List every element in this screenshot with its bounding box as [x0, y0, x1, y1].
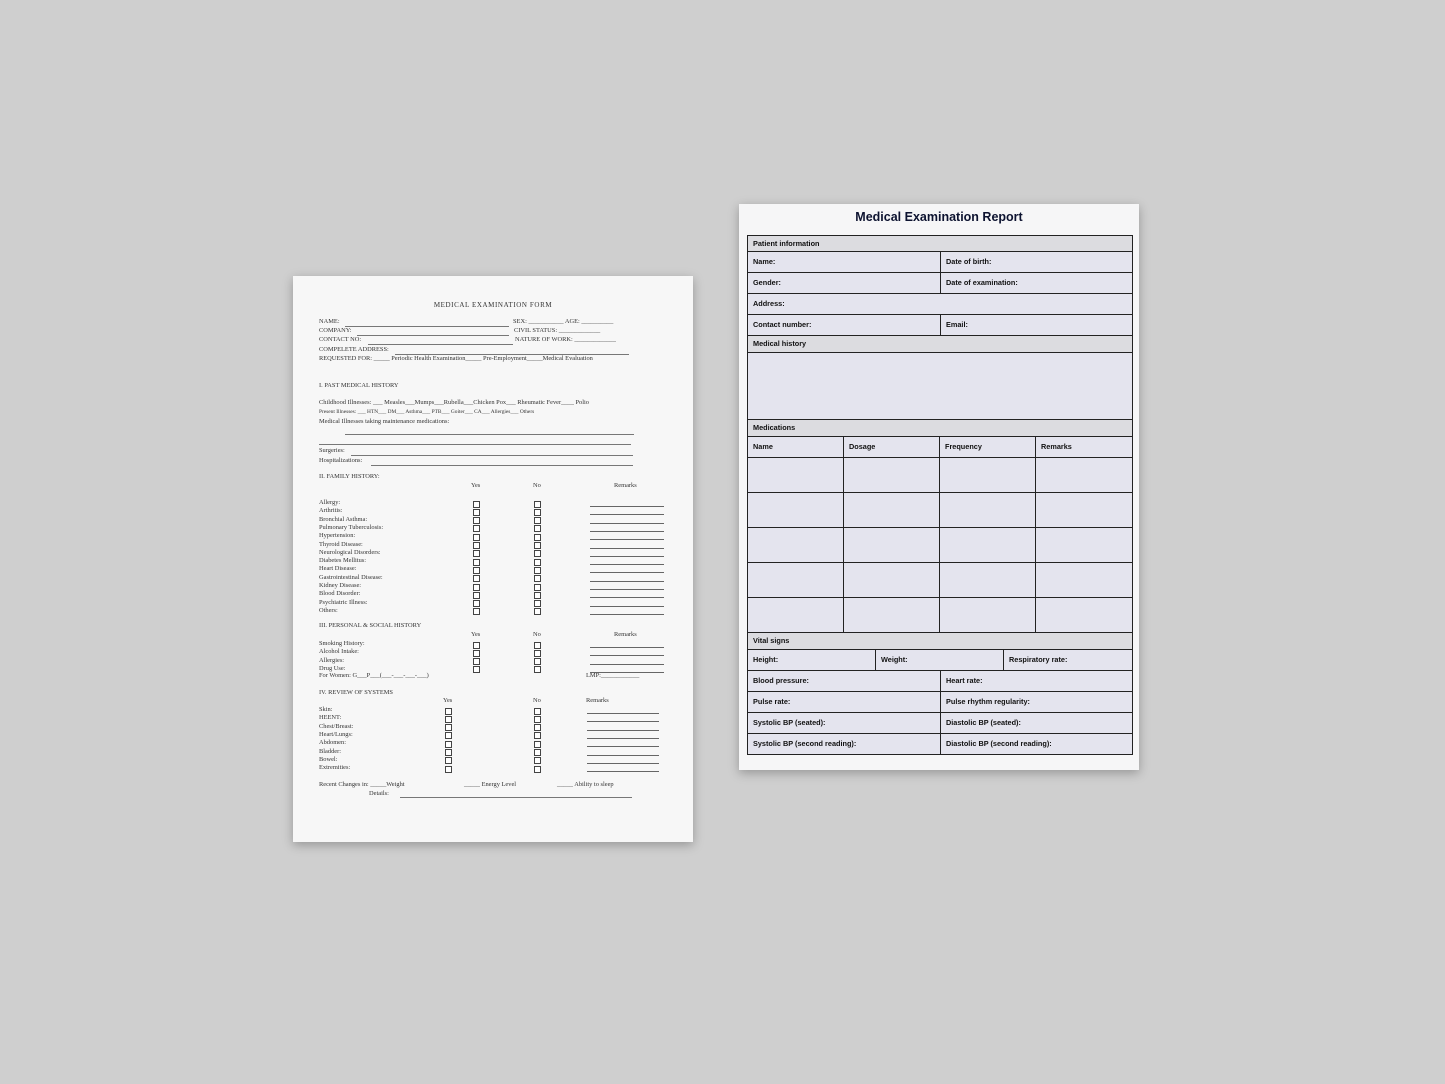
remarks-line[interactable]: [590, 531, 664, 532]
no-checkbox[interactable]: [534, 732, 541, 739]
checklist-item-label: HEENT:: [319, 714, 342, 722]
no-checkbox[interactable]: [534, 666, 541, 673]
checklist-item-label: Allergy:: [319, 499, 341, 506]
no-checkbox[interactable]: [534, 708, 541, 715]
med-name-cell[interactable]: [748, 458, 844, 492]
social-remarks-header: Remarks: [614, 631, 637, 638]
checklist-item-label: Psychiatric Illness:: [319, 598, 368, 606]
remarks-line[interactable]: [587, 746, 659, 747]
recent-changes-weight: Recent Changes in: _____Weight: [319, 781, 405, 788]
remarks-line[interactable]: [590, 564, 664, 565]
name-dob-row: [748, 252, 1133, 273]
med-dosage-cell[interactable]: [844, 563, 940, 597]
family-remarks-header: Remarks: [614, 482, 637, 489]
systolic-second-field[interactable]: Systolic BP (second reading):: [748, 734, 941, 754]
medications-header-row: [748, 420, 1133, 437]
checklist-item-label: Pulmonary Tuberculosis:: [319, 523, 384, 531]
checklist-item-label: Drug Use:: [319, 664, 346, 672]
address-field[interactable]: Address:: [748, 294, 1133, 314]
yes-checkbox[interactable]: [473, 592, 480, 599]
no-checkbox[interactable]: [534, 716, 541, 723]
no-checkbox[interactable]: [534, 534, 541, 541]
yes-checkbox[interactable]: [445, 732, 452, 739]
medication-row: [748, 458, 1133, 493]
no-checkbox[interactable]: [534, 650, 541, 657]
contact-number-field[interactable]: Contact number:: [748, 315, 941, 335]
yes-checkbox[interactable]: [473, 642, 480, 649]
name-label: NAME:: [319, 318, 340, 325]
no-checkbox[interactable]: [534, 542, 541, 549]
yes-checkbox[interactable]: [473, 542, 480, 549]
pulse-rate-field[interactable]: Pulse rate:: [748, 692, 941, 712]
med-remarks-cell[interactable]: [1036, 458, 1133, 492]
no-checkbox[interactable]: [534, 501, 541, 508]
remarks-line[interactable]: [590, 556, 664, 557]
remarks-line[interactable]: [590, 539, 664, 540]
dob-field[interactable]: Date of birth:: [941, 252, 1133, 272]
checklist-item-label: Gastrointestinal Disease:: [319, 573, 383, 581]
respiratory-rate-field[interactable]: Respiratory rate:: [1004, 650, 1133, 670]
section-family-history: II. FAMILY HISTORY:: [319, 473, 380, 480]
address-row: [748, 294, 1133, 315]
remarks-line[interactable]: [590, 514, 664, 515]
review-no-header: No: [533, 697, 541, 704]
social-no-header: No: [533, 631, 541, 638]
no-checkbox[interactable]: [534, 757, 541, 764]
med-name-cell[interactable]: [748, 493, 844, 527]
patient-info-header-row: [748, 236, 1133, 252]
no-checkbox[interactable]: [534, 642, 541, 649]
med-dosage-cell[interactable]: [844, 458, 940, 492]
hospitalizations-label: Hospitalizations:: [319, 457, 363, 464]
civil-status-field: CIVIL STATUS: _____________: [514, 327, 601, 334]
yes-checkbox[interactable]: [445, 741, 452, 748]
yes-checkbox[interactable]: [473, 550, 480, 557]
remarks-line[interactable]: [587, 721, 659, 722]
height-weight-row: [748, 650, 1133, 671]
no-checkbox[interactable]: [534, 584, 541, 591]
company-line: [357, 335, 509, 336]
remarks-line[interactable]: [590, 506, 664, 507]
height-field[interactable]: Height:: [748, 650, 876, 670]
med-frequency-cell[interactable]: [940, 528, 1036, 562]
report-grid: [747, 235, 1133, 755]
medical-history-field[interactable]: [748, 353, 1133, 419]
family-yes-header: Yes: [471, 482, 481, 489]
yes-checkbox[interactable]: [473, 534, 480, 541]
for-women-field: For Women: G___P___(___-___-___-___): [319, 672, 429, 679]
medication-row: [748, 528, 1133, 563]
remarks-line[interactable]: [590, 523, 664, 524]
recent-changes-sleep: _____ Ability to sleep: [557, 781, 614, 788]
med-col-frequency: Frequency: [940, 437, 1036, 457]
social-yes-header: Yes: [471, 631, 481, 638]
section-past-medical-history: I. PAST MEDICAL HISTORY: [319, 382, 399, 389]
section-review-of-systems: IV. REVIEW OF SYSTEMS: [319, 689, 393, 696]
maintenance-line-2: [319, 444, 631, 445]
weight-field[interactable]: Weight:: [876, 650, 1004, 670]
remarks-line[interactable]: [587, 713, 659, 714]
yes-checkbox[interactable]: [445, 724, 452, 731]
yes-checkbox[interactable]: [473, 666, 480, 673]
med-dosage-cell[interactable]: [844, 528, 940, 562]
med-col-remarks: Remarks: [1036, 437, 1133, 457]
med-frequency-cell[interactable]: [940, 493, 1036, 527]
med-name-cell[interactable]: [748, 528, 844, 562]
checklist-item-label: Bowel:: [319, 755, 338, 763]
remarks-line[interactable]: [590, 548, 664, 549]
medication-row: [748, 493, 1133, 528]
med-remarks-cell[interactable]: [1036, 528, 1133, 562]
exam-date-field[interactable]: Date of examination:: [941, 273, 1133, 293]
med-frequency-cell[interactable]: [940, 458, 1036, 492]
med-frequency-cell[interactable]: [940, 563, 1036, 597]
remarks-line[interactable]: [590, 581, 664, 582]
med-remarks-cell[interactable]: [1036, 563, 1133, 597]
yes-checkbox[interactable]: [473, 559, 480, 566]
checklist-item-label: Skin:: [319, 706, 333, 713]
report-title: Medical Examination Report: [855, 210, 1023, 224]
yes-checkbox[interactable]: [445, 708, 452, 715]
review-yes-header: Yes: [443, 697, 453, 704]
heart-rate-field[interactable]: Heart rate:: [941, 671, 1133, 691]
remarks-line[interactable]: [590, 614, 664, 615]
no-checkbox[interactable]: [534, 567, 541, 574]
contact-line: [368, 344, 513, 345]
no-checkbox[interactable]: [534, 559, 541, 566]
yes-checkbox[interactable]: [445, 749, 452, 756]
section-personal-social-history: III. PERSONAL & SOCIAL HISTORY: [319, 622, 422, 629]
address-label: COMPELETE ADDRESS:: [319, 346, 389, 353]
medical-examination-form-sheet: [293, 276, 693, 842]
checklist-item-label: Heart Disease:: [319, 565, 357, 573]
checklist-item-label: Abdomen:: [319, 739, 346, 747]
med-name-cell[interactable]: [748, 598, 844, 632]
checklist-item-label: Chest/Breast:: [319, 722, 354, 730]
medical-examination-report-sheet: [739, 204, 1139, 770]
remarks-line[interactable]: [590, 664, 664, 665]
no-checkbox[interactable]: [534, 749, 541, 756]
company-label: COMPANY:: [319, 327, 352, 334]
contact-label: CONTACT NO:: [319, 336, 362, 343]
yes-checkbox[interactable]: [473, 658, 480, 665]
no-checkbox[interactable]: [534, 600, 541, 607]
checklist-item-label: Arthritis:: [319, 507, 343, 515]
yes-checkbox[interactable]: [473, 501, 480, 508]
family-no-header: No: [533, 482, 541, 489]
med-col-name: Name: [748, 437, 844, 457]
bp-heart-row: [748, 671, 1133, 692]
childhood-illnesses: Childhood Illnesses: ___ Measles___Mumps___Rubella___Chicken Pox___ Rheumatic Fever____ Polio: [319, 399, 589, 406]
yes-checkbox[interactable]: [445, 716, 452, 723]
remarks-line[interactable]: [590, 606, 664, 607]
remarks-line[interactable]: [587, 738, 659, 739]
email-field[interactable]: Email:: [941, 315, 1133, 335]
no-checkbox[interactable]: [534, 550, 541, 557]
gender-field[interactable]: Gender:: [748, 273, 941, 293]
checklist-item-label: Diabetes Mellitus:: [319, 557, 367, 565]
yes-checkbox[interactable]: [473, 575, 480, 582]
remarks-line[interactable]: [590, 597, 664, 598]
yes-checkbox[interactable]: [473, 509, 480, 516]
med-dosage-cell[interactable]: [844, 493, 940, 527]
recent-changes-energy: _____ Energy Level: [464, 781, 517, 788]
medical-history-row: [748, 353, 1133, 420]
no-checkbox[interactable]: [534, 766, 541, 773]
medication-row: [748, 563, 1133, 598]
blood-pressure-field[interactable]: Blood pressure:: [748, 671, 941, 691]
yes-checkbox[interactable]: [445, 757, 452, 764]
surgeries-line: [351, 455, 633, 456]
yes-checkbox[interactable]: [473, 600, 480, 607]
form-title: MEDICAL EXAMINATION FORM: [433, 301, 553, 309]
vital-signs-header: Vital signs: [748, 633, 1133, 649]
med-frequency-cell[interactable]: [940, 598, 1036, 632]
medication-row: [748, 598, 1133, 633]
no-checkbox[interactable]: [534, 509, 541, 516]
maintenance-medications: Medical Illnesses taking maintenance medications:: [319, 418, 450, 425]
no-checkbox[interactable]: [534, 575, 541, 582]
med-remarks-cell[interactable]: [1036, 493, 1133, 527]
checklist-item-label: Neurological Disorders:: [319, 548, 381, 556]
medical-history-header-row: [748, 336, 1133, 353]
yes-checkbox[interactable]: [473, 650, 480, 657]
medical-history-header: Medical history: [748, 336, 1133, 352]
checklist-item-label: Extremities:: [319, 764, 351, 772]
checklist-item-label: Thyroid Disease:: [319, 540, 363, 548]
medications-header: Medications: [748, 420, 1133, 436]
remarks-line[interactable]: [587, 755, 659, 756]
remarks-line[interactable]: [590, 572, 664, 573]
checklist-item-label: Bronchial Asthma:: [319, 515, 368, 523]
lmp-field: LMP:____________: [586, 672, 640, 679]
checklist-item-label: Heart/Lungs:: [319, 730, 353, 738]
nature-of-work-field: NATURE OF WORK: _____________: [515, 336, 616, 343]
remarks-line[interactable]: [590, 647, 664, 648]
remarks-line[interactable]: [587, 763, 659, 764]
review-remarks-header: Remarks: [586, 697, 609, 704]
contact-email-row: [748, 315, 1133, 336]
medications-columns-row: [748, 437, 1133, 458]
checklist-item-label: Others:: [319, 606, 338, 614]
vital-signs-header-row: [748, 633, 1133, 650]
no-checkbox[interactable]: [534, 592, 541, 599]
checklist-item-label: Blood Disorder:: [319, 590, 361, 598]
name-line: [345, 326, 509, 327]
hospitalizations-line: [371, 465, 633, 466]
remarks-line[interactable]: [587, 771, 659, 772]
yes-checkbox[interactable]: [473, 525, 480, 532]
pulse-regularity-field[interactable]: Pulse rhythm regularity:: [941, 692, 1133, 712]
yes-checkbox[interactable]: [445, 766, 452, 773]
no-checkbox[interactable]: [534, 608, 541, 615]
no-checkbox[interactable]: [534, 517, 541, 524]
details-label: Details:: [369, 790, 389, 797]
no-checkbox[interactable]: [534, 724, 541, 731]
requested-for: REQUESTED FOR: _____ Periodic Health Examination_____ Pre-Employment_____Medical Evaluation: [319, 355, 593, 362]
yes-checkbox[interactable]: [473, 517, 480, 524]
no-checkbox[interactable]: [534, 525, 541, 532]
bp-second-row: [748, 734, 1133, 755]
diastolic-second-field[interactable]: Diastolic BP (second reading):: [941, 734, 1133, 754]
patient-info-header: Patient information: [748, 236, 1133, 251]
pulse-row: [748, 692, 1133, 713]
name-field[interactable]: Name:: [748, 252, 941, 272]
remarks-line[interactable]: [587, 730, 659, 731]
yes-checkbox[interactable]: [473, 608, 480, 615]
sex-age-field: SEX: ___________ AGE: __________: [513, 318, 614, 325]
no-checkbox[interactable]: [534, 741, 541, 748]
bp-seated-row: [748, 713, 1133, 734]
med-dosage-cell[interactable]: [844, 598, 940, 632]
med-name-cell[interactable]: [748, 563, 844, 597]
diastolic-seated-field[interactable]: Diastolic BP (seated):: [941, 713, 1133, 733]
checklist-item-label: Hypertension:: [319, 532, 356, 540]
med-remarks-cell[interactable]: [1036, 598, 1133, 632]
med-col-dosage: Dosage: [844, 437, 940, 457]
yes-checkbox[interactable]: [473, 584, 480, 591]
yes-checkbox[interactable]: [473, 567, 480, 574]
gender-exam-date-row: [748, 273, 1133, 294]
medications-rows: [748, 458, 1133, 633]
remarks-line[interactable]: [590, 655, 664, 656]
checklist-item-label: Alcohol Intake:: [319, 648, 359, 656]
checklist-item-label: Bladder:: [319, 747, 342, 755]
maintenance-line-1: [345, 434, 634, 435]
surgeries-label: Surgeries:: [319, 447, 345, 454]
checklist-item-label: Kidney Disease:: [319, 582, 362, 589]
systolic-seated-field[interactable]: Systolic BP (seated):: [748, 713, 941, 733]
remarks-line[interactable]: [590, 589, 664, 590]
present-illnesses: Present Illnesses: ___ HTN___ DM___ Asthma___ PTB___ Goiter___ CA___ Allergies___ Others: [319, 409, 535, 415]
no-checkbox[interactable]: [534, 658, 541, 665]
checklist-item-label: Allergies:: [319, 656, 345, 664]
checklist-item-label: Smoking History:: [319, 640, 365, 647]
details-line: [400, 797, 632, 798]
